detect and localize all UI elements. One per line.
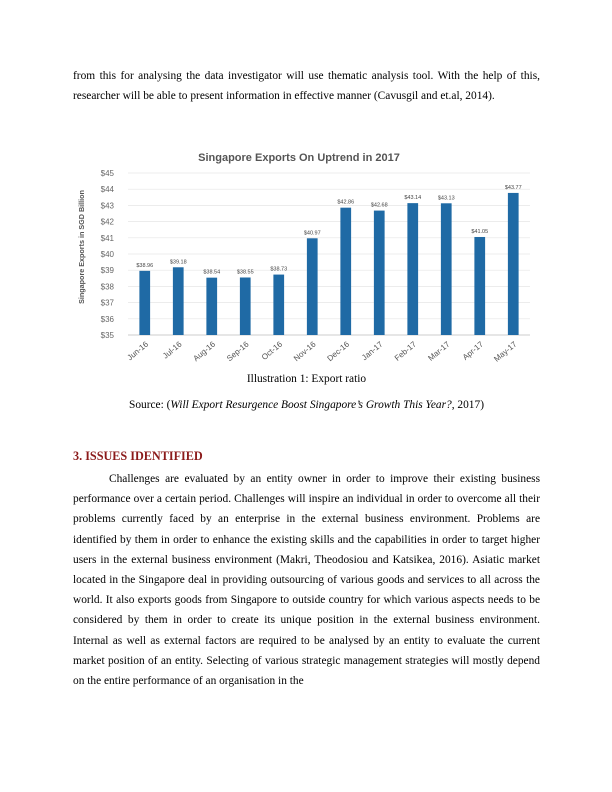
x-tick-label: Jul-16: [161, 339, 184, 361]
x-tick-label: Nov-16: [291, 339, 318, 364]
chart-ylabel: Singapore Exports in SGD Billion: [77, 190, 86, 304]
bar: [273, 275, 284, 335]
source-suffix: , 2017): [451, 399, 484, 411]
export-chart: [72, 140, 542, 372]
chart-x-ticks: [126, 339, 519, 363]
intro-paragraph: from this for analysing the data investigator will use thematic analysis tool. With the help of this, researcher will be able to present information in effective manner (Cavusgil and et.al, 2014).: [73, 70, 540, 103]
bar: [139, 271, 150, 335]
y-tick-label: $35: [100, 331, 114, 340]
y-tick-label: $42: [100, 217, 114, 227]
data-label: $38.55: [236, 269, 254, 276]
bar: [307, 238, 318, 335]
x-tick-label: Aug-16: [191, 339, 218, 364]
x-tick-label: Jan-17: [360, 339, 385, 363]
bar: [407, 203, 418, 335]
figure-caption: Illustration 1: Export ratio: [246, 373, 367, 385]
export-chart-svg: [72, 140, 542, 372]
data-label: $42.68: [370, 202, 388, 209]
x-tick-label: Oct-16: [259, 339, 285, 362]
x-tick-label: Jun-16: [125, 339, 151, 363]
section-paragraph: Challenges are evaluated by an entity owner in order to improve their existing business performance over a certain period. Challenges will inspire an individual in order to overcome all their problems currently faced by an enterprise in the external business environment. Problems are identified by them in order to enhance the existing skills and the capabilities in order to target higher users in the external business environment (Makri, Theodosiou and Katsikea, 2016). Asiatic market located in the Singapore deal in providing outsourcing of various goods and services to all across the world. It also exports goods from Singapore to outside country for which various aspects needs to be considered by them in order to create its unique position in the external business environment. Internal as well as external factors are required to be analysed by an entity to evaluate the current market position of an entity. Selecting of various strategic management strategies will mostly depend on the entire performance of an organisation in the: [73, 473, 540, 688]
chart-title: Singapore Exports On Uptrend in 2017: [198, 152, 400, 164]
data-label: $41.05: [471, 228, 489, 235]
y-tick-label: $43: [100, 201, 114, 211]
chart-gridlines: [128, 173, 530, 335]
y-tick-label: $37: [100, 298, 114, 308]
data-label: $38.73: [270, 266, 288, 273]
source-prefix: Source: (: [128, 399, 171, 411]
chart-data-labels: [136, 185, 521, 276]
bar: [206, 278, 217, 335]
data-label: $40.97: [303, 230, 321, 237]
y-tick-label: $41: [100, 233, 114, 243]
bar: [441, 203, 452, 335]
section-heading: 3. ISSUES IDENTIFIED: [73, 449, 203, 463]
x-tick-label: Sep-16: [224, 339, 251, 364]
y-tick-label: $45: [100, 169, 114, 178]
y-tick-label: $44: [100, 185, 114, 195]
y-tick-label: $36: [100, 314, 114, 324]
data-label: $38.54: [203, 269, 221, 276]
data-label: $43.14: [404, 195, 422, 202]
x-tick-label: Dec-16: [325, 339, 352, 364]
bar: [374, 211, 385, 335]
y-tick-label: $38: [100, 282, 114, 292]
x-tick-label: Feb-17: [392, 339, 419, 363]
data-label: $43.13: [437, 195, 455, 202]
bar: [173, 267, 184, 335]
figure-source: [73, 399, 540, 411]
bar: [474, 237, 485, 335]
data-label: $38.96: [136, 262, 154, 269]
chart-bars: [139, 193, 518, 335]
chart-y-ticks: [101, 169, 115, 340]
y-tick-label: $39: [100, 266, 114, 276]
x-tick-label: May-17: [492, 339, 519, 364]
data-label: $39.18: [169, 259, 187, 266]
bar: [240, 277, 251, 335]
y-tick-label: $40: [100, 250, 114, 259]
data-label: $42.86: [337, 199, 355, 206]
bar: [508, 193, 519, 335]
x-tick-label: Mar-17: [426, 339, 452, 363]
bar: [340, 208, 351, 335]
source-title: Will Export Resurgence Boost Singapore’s Growth This Year?: [170, 399, 452, 411]
x-tick-label: Apr-17: [460, 339, 486, 362]
data-label: $43.77: [504, 184, 522, 191]
